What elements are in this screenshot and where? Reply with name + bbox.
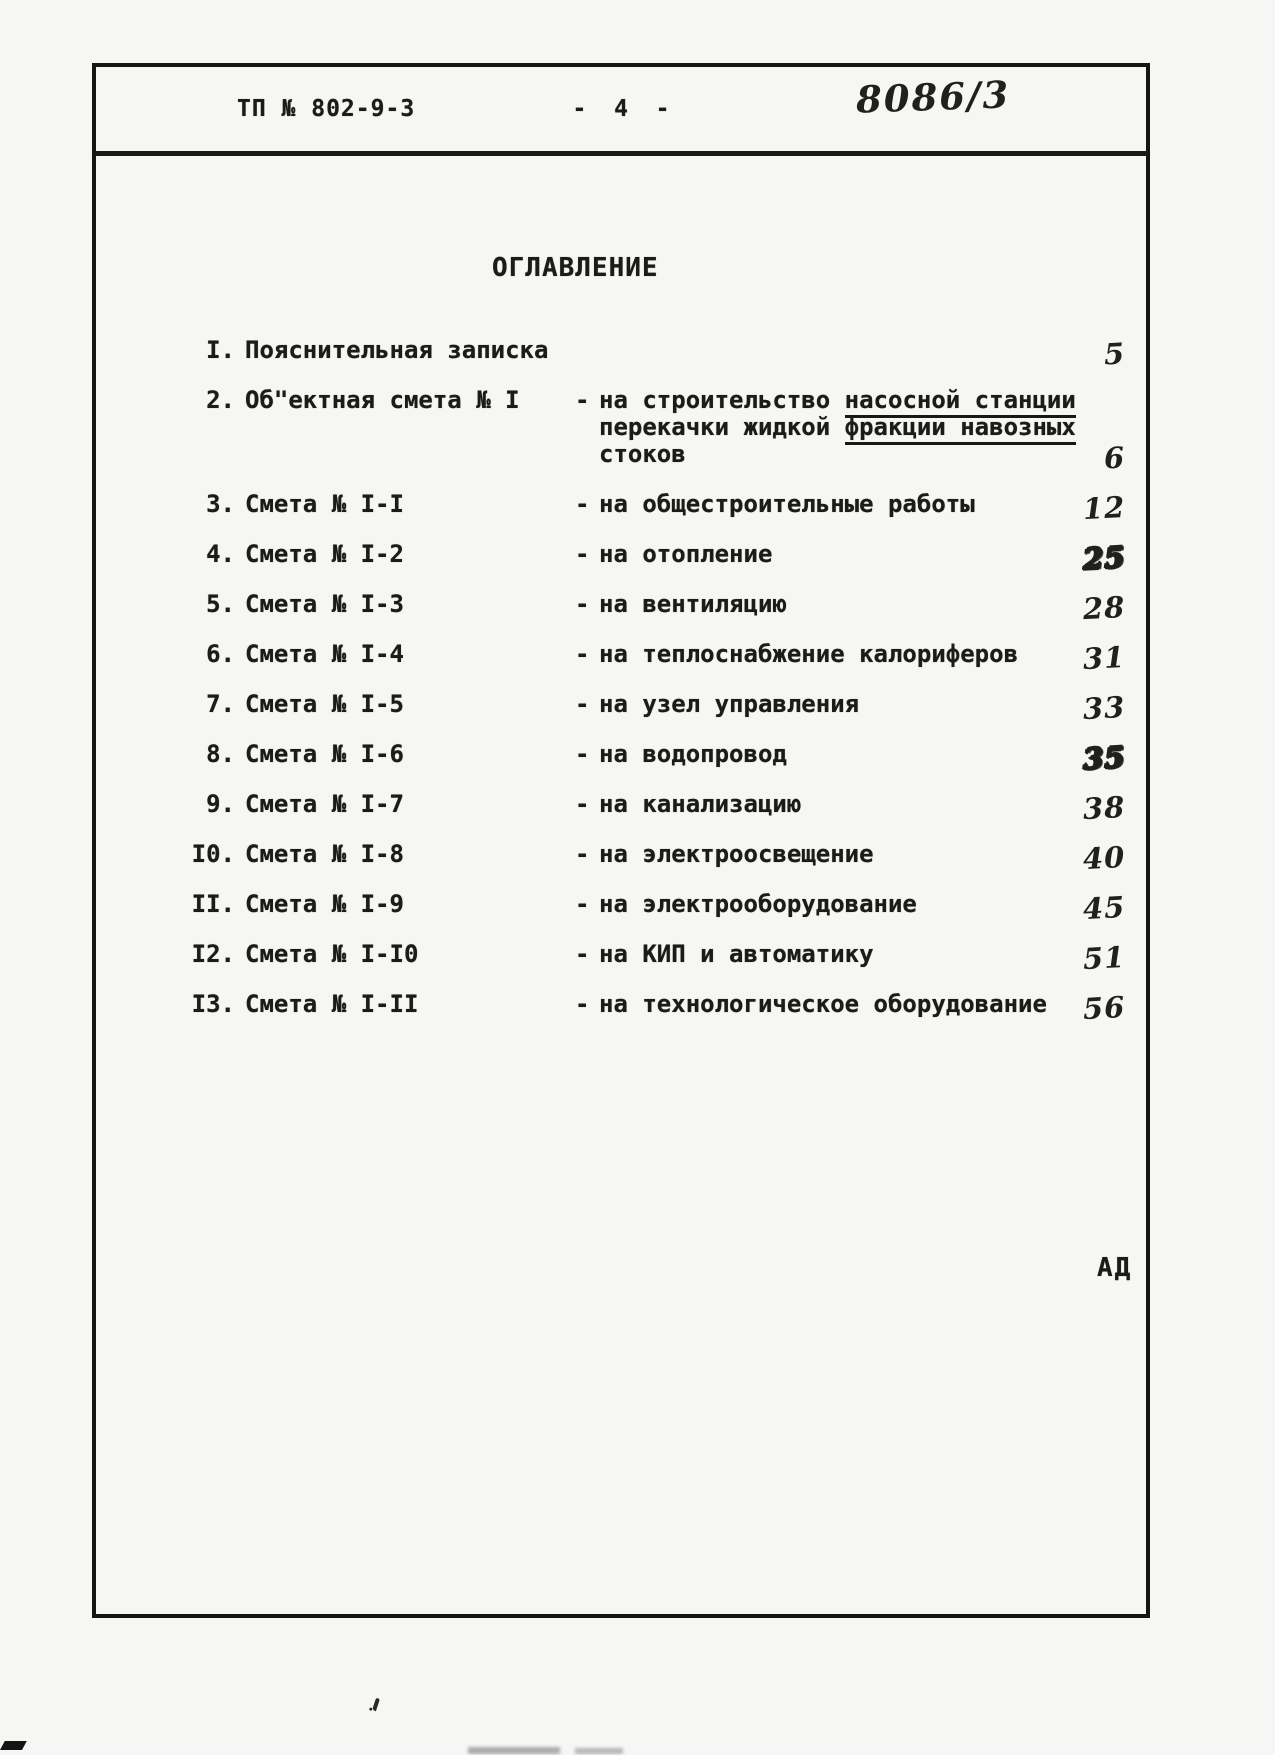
toc-item-dash: - xyxy=(575,690,590,718)
toc-item-description xyxy=(599,591,1129,618)
text-segment: стоков xyxy=(599,440,686,468)
toc-description-line xyxy=(599,941,1129,968)
text-segment: на электрооборудование xyxy=(599,890,917,918)
toc-item-dash: - xyxy=(575,990,590,1018)
toc-item-title: Смета № I-5 xyxy=(245,690,404,718)
underlined-text: насосной станции xyxy=(845,386,1076,418)
toc-item-title: Смета № I-8 xyxy=(245,840,404,868)
toc-item-title: Смета № I-I0 xyxy=(245,940,419,968)
toc-page-number: 40 xyxy=(1081,839,1126,877)
text-segment: на строительство xyxy=(599,386,845,414)
text-segment: на канализацию xyxy=(599,790,802,818)
text-segment: на узел управления xyxy=(599,690,860,718)
toc-item-description xyxy=(599,491,1129,518)
toc-item-number: I3. xyxy=(191,990,235,1018)
toc-item-description xyxy=(599,641,1129,668)
text-segment: на водопровод xyxy=(599,740,787,768)
toc-item-number: 3. xyxy=(206,490,235,518)
toc-page-number: 51 xyxy=(1081,939,1126,977)
toc-item-number: I2. xyxy=(191,940,235,968)
toc-item-title: Смета № I-2 xyxy=(245,540,404,568)
toc-item-description xyxy=(599,841,1129,868)
toc-row xyxy=(179,589,1129,627)
toc-item-title: Смета № I-9 xyxy=(245,890,404,918)
toc-row xyxy=(179,789,1129,827)
toc-page-number: 38 xyxy=(1081,789,1126,827)
toc-row xyxy=(179,739,1129,777)
toc-row xyxy=(179,336,1129,372)
toc-description-line xyxy=(599,991,1129,1018)
toc-item-dash: - xyxy=(575,540,590,568)
toc-item-number: 9. xyxy=(206,790,235,818)
toc-row xyxy=(179,386,1129,476)
ink-tick-mark xyxy=(372,1698,380,1712)
toc-item-number: I0. xyxy=(191,840,235,868)
scan-corner-mark xyxy=(0,1741,27,1750)
toc-item-number: 2. xyxy=(206,386,235,414)
text-segment: на отопление xyxy=(599,540,773,568)
toc-page-number: 25 xyxy=(1081,539,1126,577)
toc-item-number: I. xyxy=(206,336,235,364)
toc-page-number: 12 xyxy=(1081,489,1126,527)
toc-item-title: Об"ектная смета № I xyxy=(245,386,520,414)
toc-item-title: Смета № I-6 xyxy=(245,740,404,768)
text-segment: на технологическое оборудование xyxy=(599,990,1047,1018)
toc-item-dash: - xyxy=(575,590,590,618)
toc-item-title: Смета № I-7 xyxy=(245,790,404,818)
toc-item-description xyxy=(599,891,1129,918)
toc-item-dash: - xyxy=(575,640,590,668)
text-segment: перекачки жидкой xyxy=(599,413,845,441)
toc-description-line xyxy=(599,791,1129,818)
toc-item-dash: - xyxy=(575,490,590,518)
toc-row xyxy=(179,489,1129,527)
toc-item-dash: - xyxy=(575,890,590,918)
handwritten-doc-number: 8086/3 xyxy=(855,72,1011,122)
text-segment: на вентиляцию xyxy=(599,590,787,618)
toc-description-line xyxy=(599,891,1129,918)
toc-description-line xyxy=(599,387,1129,414)
toc-row xyxy=(179,889,1129,927)
toc-page-number: 6 xyxy=(1102,440,1126,476)
toc-item-number: 7. xyxy=(206,690,235,718)
toc-item-number: 4. xyxy=(206,540,235,568)
toc-row xyxy=(179,989,1129,1027)
toc-item-title: Смета № I-3 xyxy=(245,590,404,618)
toc-item-description xyxy=(599,541,1129,568)
toc-row xyxy=(179,689,1129,727)
toc-item-dash: - xyxy=(575,840,590,868)
table-of-contents xyxy=(179,337,1129,1041)
toc-description-line xyxy=(599,641,1129,668)
toc-page-number: 35 xyxy=(1081,739,1126,777)
toc-description-line xyxy=(599,591,1129,618)
toc-item-number: 6. xyxy=(206,640,235,668)
toc-page-number: 28 xyxy=(1081,589,1126,627)
toc-page-number: 31 xyxy=(1081,639,1126,677)
toc-item-description xyxy=(599,791,1129,818)
toc-item-dash: - xyxy=(575,386,590,414)
underlined-text: фракции навозных xyxy=(845,413,1076,445)
toc-item-title: Пояснительная записка xyxy=(245,336,549,364)
toc-row xyxy=(179,939,1129,977)
document-code: ТП № 802-9-3 xyxy=(237,96,416,122)
page-title: ОГЛАВЛЕНИЕ xyxy=(492,253,659,283)
toc-row xyxy=(179,839,1129,877)
toc-page-number: 33 xyxy=(1081,689,1126,727)
toc-item-dash: - xyxy=(575,790,590,818)
toc-item-description xyxy=(599,387,1129,468)
toc-item-title: Смета № I-4 xyxy=(245,640,404,668)
toc-item-number: II. xyxy=(191,890,235,918)
text-segment: на КИП и автоматику xyxy=(599,940,874,968)
toc-description-line xyxy=(599,541,1129,568)
scan-edge-smudge xyxy=(468,1747,560,1754)
toc-description-line xyxy=(599,491,1129,518)
toc-item-dash: - xyxy=(575,740,590,768)
footer-mark: АД xyxy=(1097,1253,1133,1283)
toc-item-number: 5. xyxy=(206,590,235,618)
toc-description-line xyxy=(599,741,1129,768)
toc-description-line xyxy=(599,441,1129,468)
text-segment: на теплоснабжение калориферов xyxy=(599,640,1019,668)
toc-page-number: 45 xyxy=(1081,889,1126,927)
toc-item-description xyxy=(599,691,1129,718)
toc-page-number: 56 xyxy=(1081,989,1126,1027)
toc-description-line xyxy=(599,414,1129,441)
toc-description-line xyxy=(599,841,1129,868)
toc-row xyxy=(179,639,1129,677)
toc-page-number: 5 xyxy=(1102,336,1126,372)
header-divider-line xyxy=(94,151,1148,156)
page-border-frame xyxy=(92,63,1150,1618)
toc-item-description xyxy=(599,991,1129,1018)
toc-item-description xyxy=(599,941,1129,968)
toc-description-line xyxy=(599,691,1129,718)
text-segment: на общестроительные работы xyxy=(599,490,975,518)
page-number-marker: - 4 - xyxy=(572,96,670,122)
toc-item-title: Смета № I-II xyxy=(245,990,419,1018)
text-segment: на электроосвещение xyxy=(599,840,874,868)
toc-row xyxy=(179,539,1129,577)
toc-item-description xyxy=(599,741,1129,768)
toc-item-dash: - xyxy=(575,940,590,968)
toc-item-number: 8. xyxy=(206,740,235,768)
scan-edge-smudge xyxy=(575,1748,623,1754)
toc-item-title: Смета № I-I xyxy=(245,490,404,518)
